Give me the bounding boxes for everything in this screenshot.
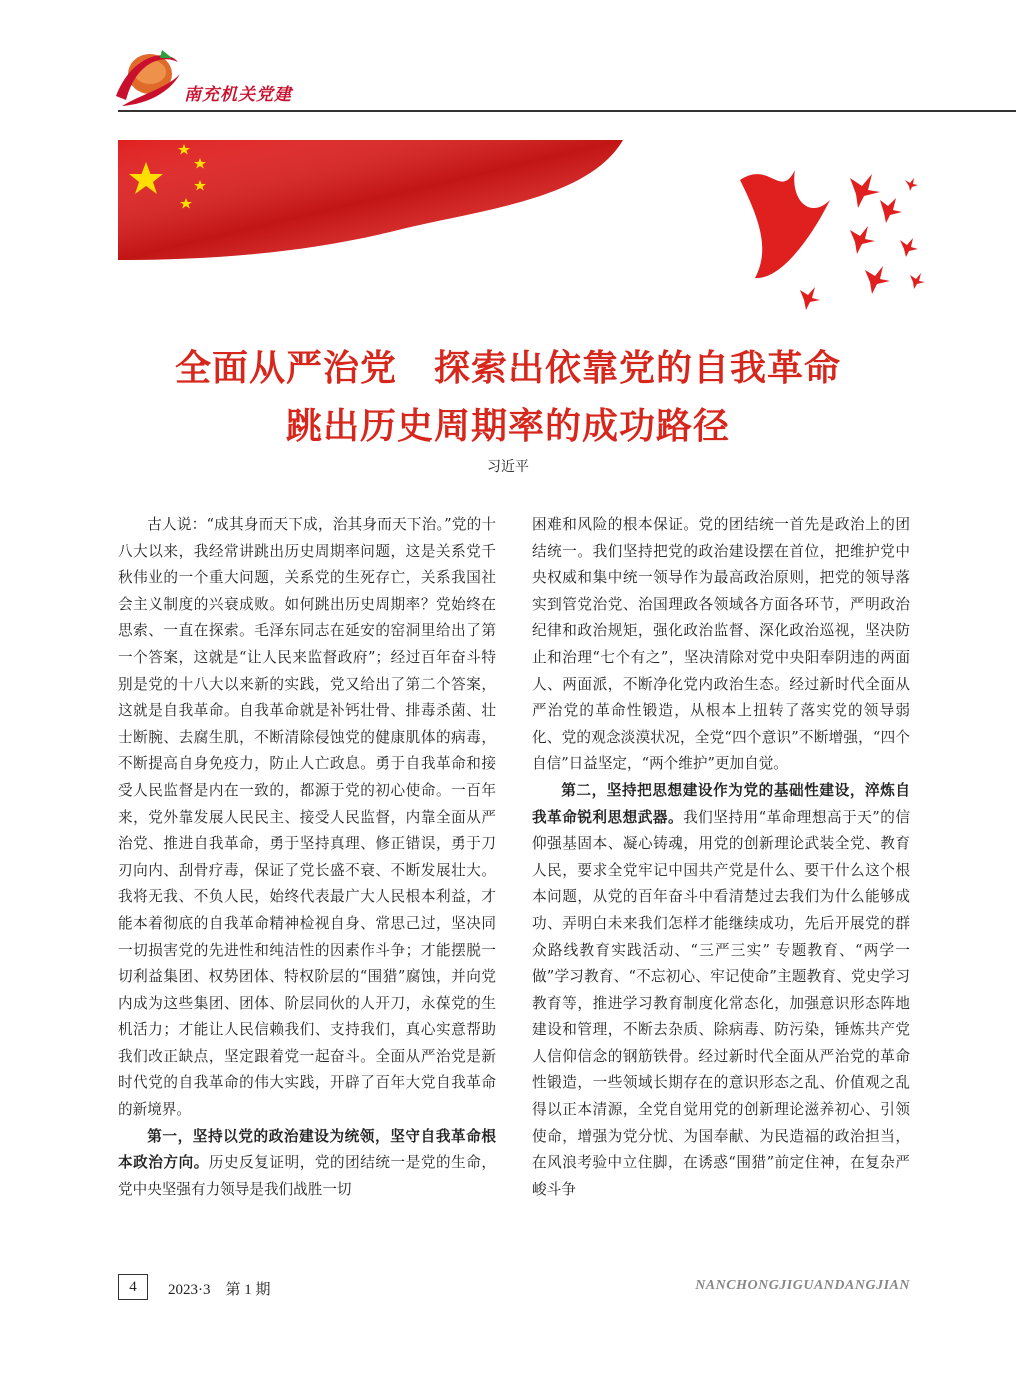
right-column [532,512,910,1252]
swoosh-globe-logo-icon [112,44,182,110]
body-paragraph-continued: 困难和风险的根本保证。党的团结统一首先是政治上的团结统一。我们坚持把党的政治建设摆在首位，把维护党中央权威和集中统一领导作为最高政治原则，把党的领导落实到管党治党、治国理政各领域各方面各环节，严明政治纪律和政治规矩，强化政治监督、深化政治巡视，坚决防止和治理“七个有之”，坚决清除对党中央阳奉阴违的两面人、两面派，不断净化党内政治生态。经过新时代全面从严治党的革命性锻造，从根本上扭转了落实党的领导弱化、党的观念淡漠状况，全党“四个意识”不断增强，“四个自信”日益坚定，“两个维护”更加自觉。 [532,516,910,773]
header-divider [118,110,1016,112]
page-number: 4 [118,1274,148,1300]
point-two-lead: 第二，坚持把思想建设作为党的基础性建设，淬炼自我革命锐利思想武器。 [532,781,910,826]
footer-brand: NANCHONGJIGUANDANGJIAN [695,1278,910,1293]
point-one-text: 历史反复证明，党的团结统一是党的生命，党中央坚强有力领导是我们战胜一切 [118,1154,496,1198]
point-two-paragraph [532,778,910,1204]
point-one-paragraph [118,1124,496,1204]
flying-doves-icon [700,140,940,320]
body-paragraph: 古人说：“成其身而天下成，治其身而天下治。”党的十八大以来，我经常讲跳出历史周期率问题，这是关系党千秋伟业的一个重大问题，关系党的生死存亡，关系我国社会主义制度的兴衰成败。如何跳出历史周期率？党始终在思索、一直在探索。毛泽东同志在延安的窑洞里给出了第一个答案，这就是“让人民来监督政府”；经过百年奋斗特别是党的十八大以来新的实践，党又给出了第二个答案，这就是自我革命。自我革命就是补钙壮骨、排毒杀菌、壮士断腕、去腐生肌，不断清除侵蚀党的健康肌体的病毒，不断提高自身免疫力，防止人亡政息。勇于自我革命和接受人民监督是内在一致的，都源于党的初心使命。一百年来，党外靠发展人民民主、接受人民监督，内靠全面从严治党、推进自我革命，勇于坚持真理、修正错误，勇于刀刃向内、刮骨疗毒，保证了党长盛不衰、不断发展壮大。我将无我、不负人民，始终代表最广大人民根本利益，才能本着彻底的自我革命精神检视自身、常思己过，坚决同一切损害党的先进性和纯洁性的因素作斗争；才能摆脱一切利益集团、权势团体、特权阶层的“围猎”腐蚀，并向党内成为这些集团、团体、阶层同伙的人开刀，永葆党的生机活力；才能让人民信赖我们、支持我们，真心实意帮助我们改正缺点，坚定跟着党一起奋斗。全面从严治党是新时代党的自我革命的伟大实践，开辟了百年大党自我革命的新境界。 [118,516,496,1119]
header-title: 南充机关党建 [184,85,292,105]
point-two-text: 我们坚持用“革命理想高于天”的信仰强基固本、凝心铸魂，用党的创新理论武装全党、教育人民，要求全党牢记中国共产党是什么、要干什么这个根本问题，从党的百年奋斗中看清楚过去我们为什么能够成功、弄明白未来我们怎样才能继续成功，先后开展党的群众路线教育实践活动、“三严三实” 专题教育、“两学一做”学习教育、“不忘初心、牢记使命”主题教育、党史学习教育等，推进学习教育制度化常态化，加强意识形态阵地建设和管理，不断去杂质、除病毒、防污染，锤炼共产党人信仰信念的钢筋铁骨。经过新时代全面从严治党的革命性锻造，一些领域长期存在的意识形态之乱、价值观之乱得以正本清源，全党自觉用党的创新理论滋养初心、引领使命，增强为党分忧、为国奉献、为民造福的政治担当，在风浪考验中立住脚，在诱惑“围猎”前定住神，在复杂严峻斗争 [532,808,910,1198]
left-column [118,512,496,1252]
article-author: 习近平 [487,459,529,475]
article-title-line1: 全面从严治党 探索出依靠党的自我革命 [174,347,841,389]
issue-label: 2023·3 第 1 期 [168,1282,271,1298]
article-title-line2: 跳出历史周期率的成功路径 [285,405,730,447]
point-one-lead: 第一，坚持以党的政治建设为统领，坚守自我革命根本政治方向。 [118,1127,496,1172]
